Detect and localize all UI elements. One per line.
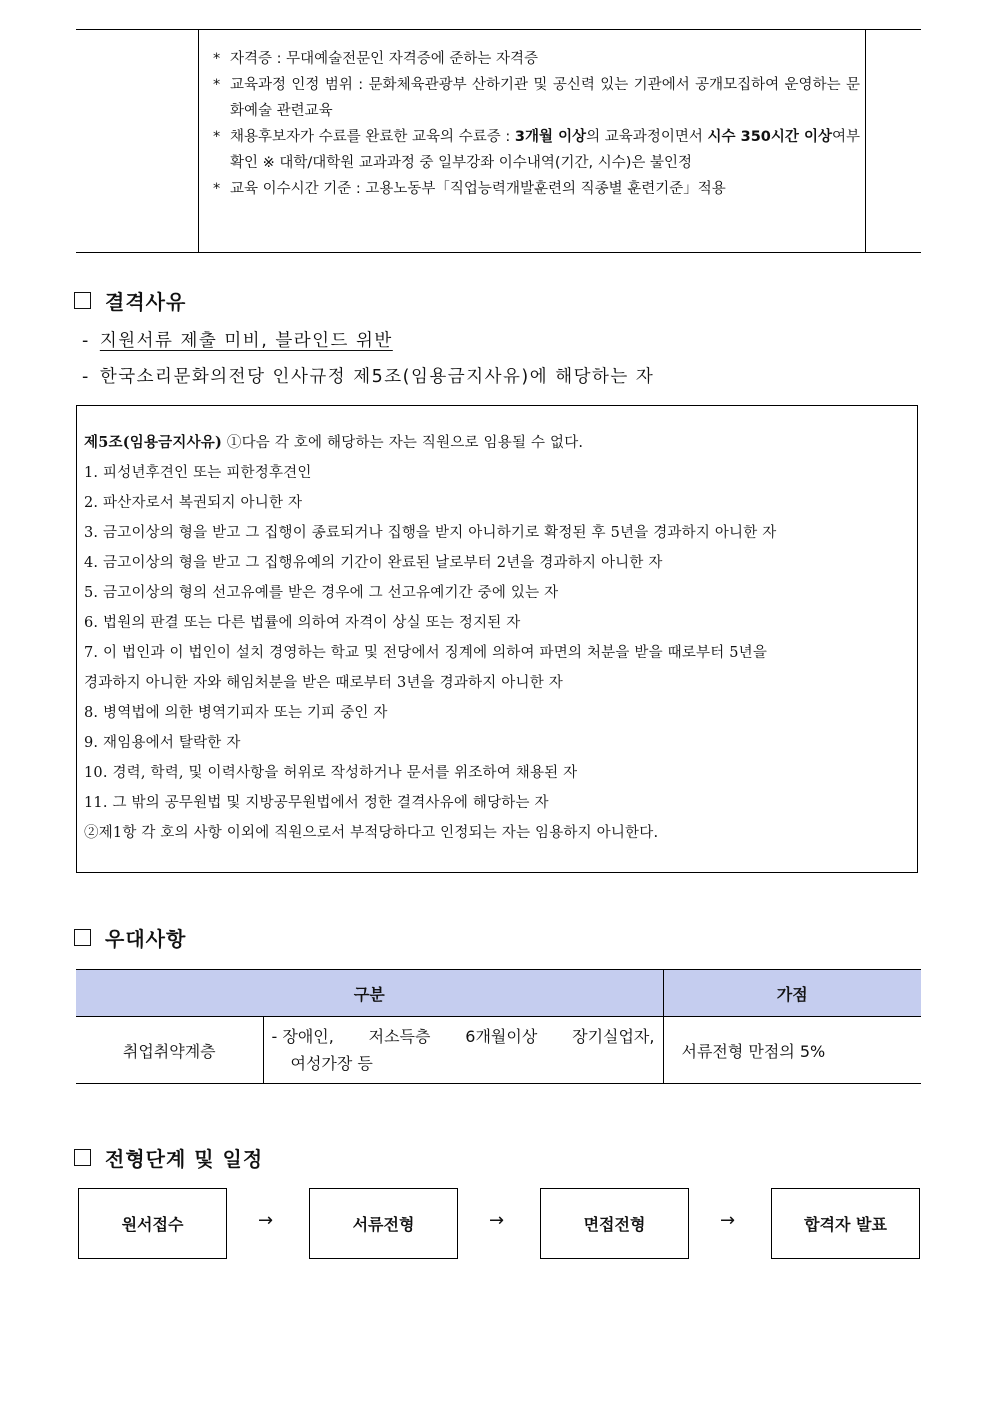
arrow-right-icon: → xyxy=(258,1210,274,1231)
note-item: * 교육 이수시간 기준 : 고용노동부「직업능력개발훈련의 직종별 훈련기준」적용 xyxy=(213,181,726,197)
disqualification-line-2: - 한국소리문화의전당 인사규정 제5조(임용금지사유)에 해당하는 자 xyxy=(82,367,655,387)
article-item: 10. 경력, 학력, 및 이력사항을 허위로 작성하거나 문서를 위조하여 채용된 자 xyxy=(84,765,578,781)
note-item: * 교육과정 인정 범위 : 문화체육관광부 산하기관 및 공신력 있는 기관에서 공개모집하여 운영하는 문화예술 관련교육 xyxy=(213,77,860,119)
qualification-notes-list xyxy=(213,46,860,202)
table-divider xyxy=(198,30,199,252)
step-interview: 면접전형 xyxy=(540,1188,689,1259)
arrow-right-icon: → xyxy=(489,1210,505,1231)
table-divider xyxy=(865,30,866,252)
article-item: 8. 병역법에 의한 병역기피자 또는 기피 중인 자 xyxy=(84,705,388,721)
arrow-right-icon: → xyxy=(720,1210,736,1231)
section-title-text: 전형단계 및 일정 xyxy=(105,1147,264,1171)
article-item: 5. 금고이상의 형의 선고유예를 받은 경우에 그 선고유예기간 중에 있는 자 xyxy=(84,585,559,601)
step-announcement: 합격자 발표 xyxy=(771,1188,920,1259)
section-title-text: 결격사유 xyxy=(105,290,187,314)
article-item: 1. 피성년후견인 또는 피한정후견인 xyxy=(84,465,312,481)
article-item: ②제1항 각 호의 사항 이외에 직원으로서 부적당하다고 인정되는 자는 임용하지 아니한다. xyxy=(84,825,659,841)
section-title-disqualification xyxy=(74,286,186,315)
table-row xyxy=(76,1017,921,1084)
article-5-text xyxy=(84,428,908,848)
article-item: 7. 이 법인과 이 법인이 설치 경영하는 학교 및 전당에서 징계에 의하여 파면의 처분을 받을 때로부터 5년을 xyxy=(84,645,768,661)
checkbox-square-icon xyxy=(74,1149,91,1166)
article-item: 11. 그 밖의 공무원법 및 지방공무원법에서 정한 결격사유에 해당하는 자 xyxy=(84,795,549,811)
step-application: 원서접수 xyxy=(78,1188,227,1259)
header-points: 가점 xyxy=(663,970,921,1017)
checkbox-square-icon xyxy=(74,292,91,309)
article-item: 3. 금고이상의 형을 받고 그 집행이 종료되거나 집행을 받지 아니하기로 확정된 후 5년을 경과하지 아니한 자 xyxy=(84,525,777,541)
disqualification-line-1: - 지원서류 제출 미비, 블라인드 위반 xyxy=(82,331,393,351)
section-title-preference xyxy=(74,923,186,952)
row-group: 취업취약계층 xyxy=(76,1017,263,1084)
preference-table xyxy=(76,969,921,1084)
section-title-schedule xyxy=(74,1143,263,1172)
article-heading: 제5조(임용금지사유) xyxy=(84,434,223,451)
article-item: 6. 법원의 판결 또는 다른 법률에 의하여 자격이 상실 또는 정지된 자 xyxy=(84,615,521,631)
step-document-screening: 서류전형 xyxy=(309,1188,458,1259)
row-condition: - 장애인, 저소득층 6개월이상 장기실업자, 여성가장 등 xyxy=(263,1017,663,1084)
checkbox-square-icon xyxy=(74,929,91,946)
qualification-notes-table xyxy=(76,29,921,253)
section-title-text: 우대사항 xyxy=(105,927,187,951)
article-intro: 제5조(임용금지사유) ①다음 각 호에 해당하는 자는 직원으로 임용될 수 없다. xyxy=(84,434,584,451)
header-category: 구분 xyxy=(76,970,663,1017)
table-header-row xyxy=(76,970,921,1017)
note-item: * 자격증 : 무대예술전문인 자격증에 준하는 자격증 xyxy=(213,51,539,67)
article-item: 4. 금고이상의 형을 받고 그 집행유예의 기간이 완료된 날로부터 2년을 경과하지 아니한 자 xyxy=(84,555,663,571)
article-item: 2. 파산자로서 복권되지 아니한 자 xyxy=(84,495,303,511)
article-5-box xyxy=(76,405,918,873)
article-item: 경과하지 아니한 자와 해임처분을 받은 때로부터 3년을 경과하지 아니한 자 xyxy=(84,675,563,691)
note-item: * 채용후보자가 수료를 완료한 교육의 수료증 : 3개월 이상의 교육과정이면서 시수 350시간 이상여부 확인 ※ 대학/대학원 교과과정 중 일부강좌 이수내역(기간, 시수)은 불인정 xyxy=(213,129,861,171)
article-item: 9. 재임용에서 탈락한 자 xyxy=(84,735,241,751)
row-points: 서류전형 만점의 5% xyxy=(663,1017,921,1084)
